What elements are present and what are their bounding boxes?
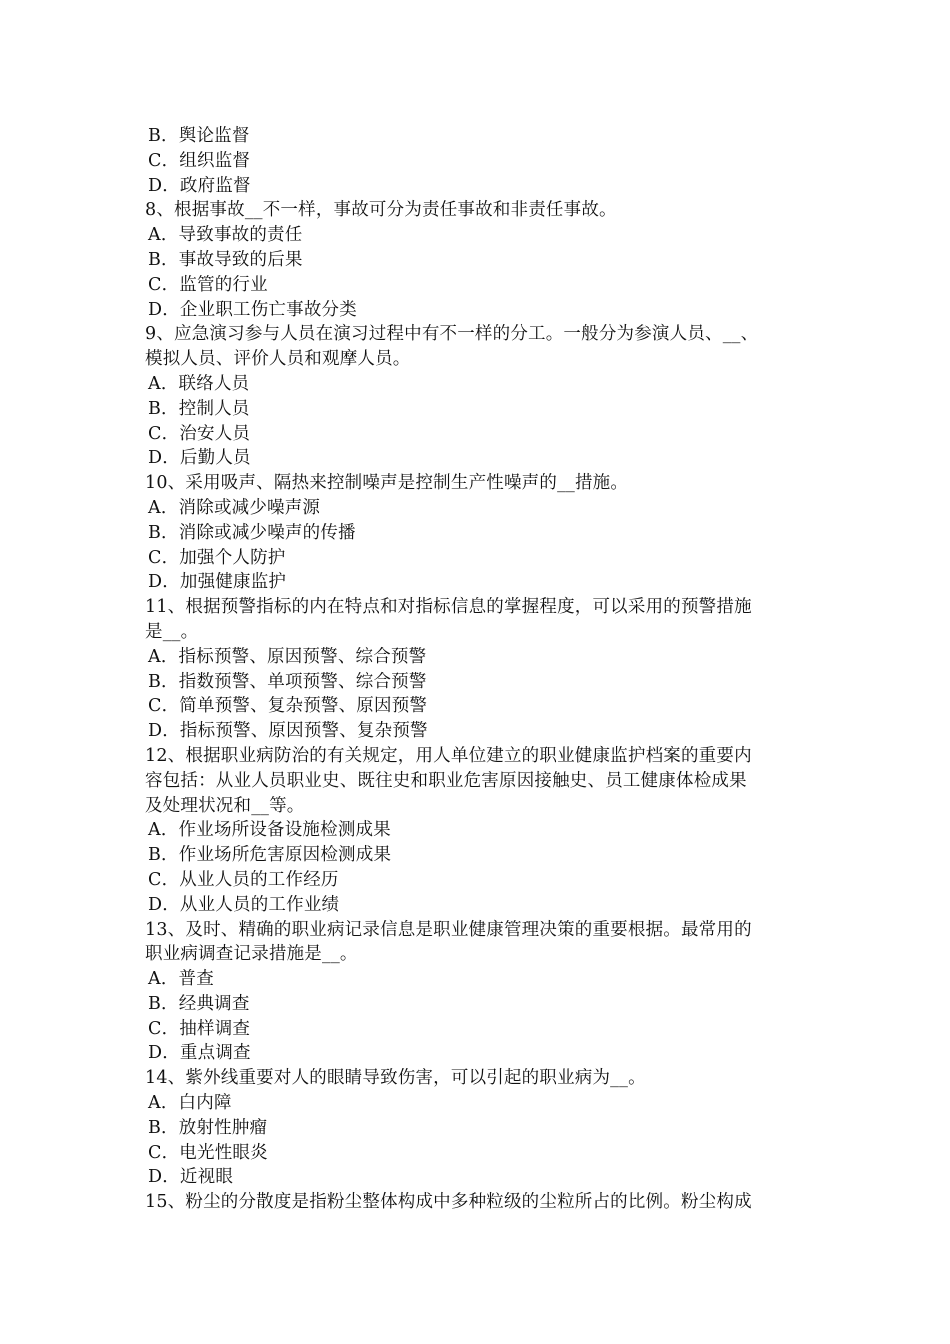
answer-option: D．加强健康监护 — [148, 572, 287, 593]
question-text: 10、采用吸声、隔热来控制噪声是控制生产性噪声的__措施。 — [145, 473, 629, 494]
answer-option: D．重点调查 — [148, 1043, 251, 1064]
answer-option: B．指数预警、单项预警、综合预警 — [148, 671, 427, 692]
answer-option: C．组织监督 — [148, 150, 251, 171]
question-text: 15、粉尘的分散度是指粉尘整体构成中多种粒级的尘粒所占的比例。粉尘构成 — [145, 1192, 752, 1213]
question-text: 是__。 — [145, 621, 199, 642]
answer-option: D．近视眼 — [148, 1167, 234, 1188]
answer-option: B．舆论监督 — [148, 126, 250, 146]
question-text: 11、根据预警指标的内在特点和对指标信息的掌握程度，可以采用的预警措施 — [145, 597, 752, 618]
answer-option: B．作业场所危害原因检测成果 — [148, 845, 392, 866]
answer-option: A．指标预警、原因预警、综合预警 — [148, 646, 427, 667]
answer-option: D．从业人员的工作业绩 — [148, 894, 340, 915]
answer-option: B．控制人员 — [148, 398, 250, 419]
question-text: 容包括：从业人员职业史、既往史和职业危害原因接触史、员工健康体检成果 — [145, 770, 747, 791]
answer-option: C．从业人员的工作经历 — [148, 869, 339, 890]
document-body — [145, 124, 813, 1215]
question-text: 14、紫外线重要对人的眼睛导致伤害，可以引起的职业病为__。 — [145, 1068, 646, 1089]
answer-option: D．政府监督 — [148, 175, 251, 196]
answer-option: A．作业场所设备设施检测成果 — [148, 820, 391, 841]
answer-option: B．消除或减少噪声的传播 — [148, 522, 356, 543]
answer-option: C．治安人员 — [148, 423, 251, 444]
answer-option: B．事故导致的后果 — [148, 249, 303, 270]
answer-option: D．后勤人员 — [148, 448, 251, 469]
answer-option: D．企业职工伤亡事故分类 — [148, 299, 357, 320]
question-text: 模拟人员、评价人员和观摩人员。 — [145, 349, 411, 370]
answer-option: C．电光性眼炎 — [148, 1142, 268, 1163]
answer-option: A．联络人员 — [148, 373, 250, 394]
answer-option: A．白内障 — [148, 1093, 232, 1114]
answer-option: C．监管的行业 — [148, 274, 268, 295]
answer-option: C．抽样调查 — [148, 1018, 251, 1039]
question-text: 及处理状况和__等。 — [145, 795, 305, 816]
answer-option: A．消除或减少噪声源 — [148, 497, 321, 518]
answer-option: A．普查 — [148, 969, 214, 990]
answer-option: D．指标预警、原因预警、复杂预警 — [148, 721, 428, 742]
answer-option: B．放射性肿瘤 — [148, 1117, 268, 1138]
answer-option: A．导致事故的责任 — [148, 225, 303, 246]
question-text: 职业病调查记录措施是__。 — [145, 944, 358, 965]
answer-option: C．加强个人防护 — [148, 547, 286, 568]
question-text: 8、根据事故__不一样，事故可分为责任事故和非责任事故。 — [145, 200, 617, 221]
question-text: 9、应急演习参与人员在演习过程中有不一样的分工。一般分为参演人员、__、 — [145, 324, 759, 345]
answer-option: C．简单预警、复杂预警、原因预警 — [148, 696, 428, 717]
question-text: 13、及时、精确的职业病记录信息是职业健康管理决策的重要根据。最常用的 — [145, 919, 752, 940]
question-text: 12、根据职业病防治的有关规定，用人单位建立的职业健康监护档案的重要内 — [145, 745, 752, 766]
answer-option: B．经典调查 — [148, 993, 250, 1014]
